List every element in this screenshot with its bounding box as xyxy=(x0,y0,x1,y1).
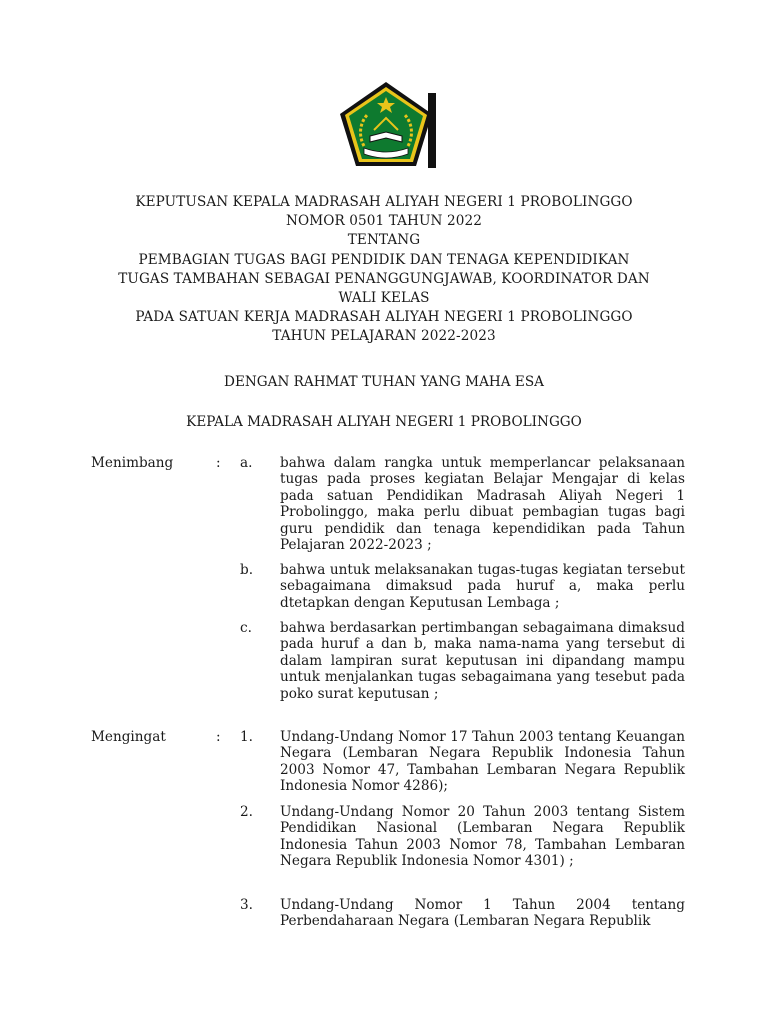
title-line: KEPUTUSAN KEPALA MADRASAH ALIYAH NEGERI 1 PROBOLINGGO xyxy=(135,194,633,210)
title-line: WALI KELAS xyxy=(338,290,430,307)
mengingat-item-2: Undang-Undang Nomor 20 Tahun 2003 tentang Sistem Pendidikan Nasional (Lembaran Negara Republik Indonesia Tahun 2003 Nomor 78, Tambahan Lembaran Negara Republik Indonesia Nomor 4301) ; xyxy=(280,804,685,870)
section-colon: : xyxy=(216,729,221,745)
mengingat-item-1: Undang-Undang Nomor 17 Tahun 2003 tentang Keuangan Negara (Lembaran Negara Republik Indonesia Tahun 2003 Nomor 47, Tambahan Lembaran Negara Republik Indonesia Nomor 4286); xyxy=(280,729,685,795)
menimbang-label: Menimbang xyxy=(91,455,174,471)
mengingat-label: Mengingat xyxy=(91,729,166,745)
issuing-authority: KEPALA MADRASAH ALIYAH NEGERI 1 PROBOLINGGO xyxy=(186,414,582,430)
item-marker: 2. xyxy=(240,804,253,820)
decree-number: NOMOR 0501 TAHUN 2022 xyxy=(286,213,482,230)
item-marker: c. xyxy=(240,620,252,636)
menimbang-item-c: bahwa berdasarkan pertimbangan sebagaimana dimaksud pada huruf a dan b, maka nama-nama yang tersebut di dalam lampiran surat keputusan ini dipandang mampu untuk menjalankan tugas sebagaimana yang tesebut pada poko surat keputusan ; xyxy=(280,620,685,702)
decree-title xyxy=(0,193,768,347)
pentagon-emblem-icon xyxy=(336,80,436,170)
title-line: TAHUN PELAJARAN 2022-2023 xyxy=(272,328,496,345)
title-line: TUGAS TAMBAHAN SEBAGAI PENANGGUNGJAWAB, KOORDINATOR DAN xyxy=(118,270,650,287)
section-colon: : xyxy=(216,455,221,471)
title-line: TENTANG xyxy=(347,232,421,249)
item-marker: a. xyxy=(240,455,253,471)
mengingat-item-3: Undang-Undang Nomor 1 Tahun 2004 tentang Perbendaharaan Negara (Lembaran Negara Republik xyxy=(280,897,685,930)
item-marker: b. xyxy=(240,562,254,578)
title-line: PEMBAGIAN TUGAS BAGI PENDIDIK DAN TENAGA KEPENDIDIKAN xyxy=(138,251,630,268)
title-line: PADA SATUAN KERJA MADRASAH ALIYAH NEGERI 1 PROBOLINGGO xyxy=(135,309,633,326)
item-marker: 1. xyxy=(240,729,253,745)
item-marker: 3. xyxy=(240,897,253,913)
opening-phrase: DENGAN RAHMAT TUHAN YANG MAHA ESA xyxy=(224,374,544,390)
logo-side-bar xyxy=(428,93,436,168)
kemenag-logo xyxy=(336,80,436,170)
menimbang-item-b: bahwa untuk melaksanakan tugas-tugas kegiatan tersebut sebagaimana dimaksud pada huruf a, maka perlu dtetapkan dengan Keputusan Lembaga ; xyxy=(280,562,685,611)
menimbang-item-a: bahwa dalam rangka untuk memperlancar pelaksanaan tugas pada proses kegiatan Belajar Mengajar di kelas pada satuan Pendidikan Madrasah Aliyah Negeri 1 Probolinggo, maka perlu dibuat pembagian tugas bagi guru pendidik dan tenaga kependidikan pada Tahun Pelajaran 2022-2023 ; xyxy=(280,455,685,554)
